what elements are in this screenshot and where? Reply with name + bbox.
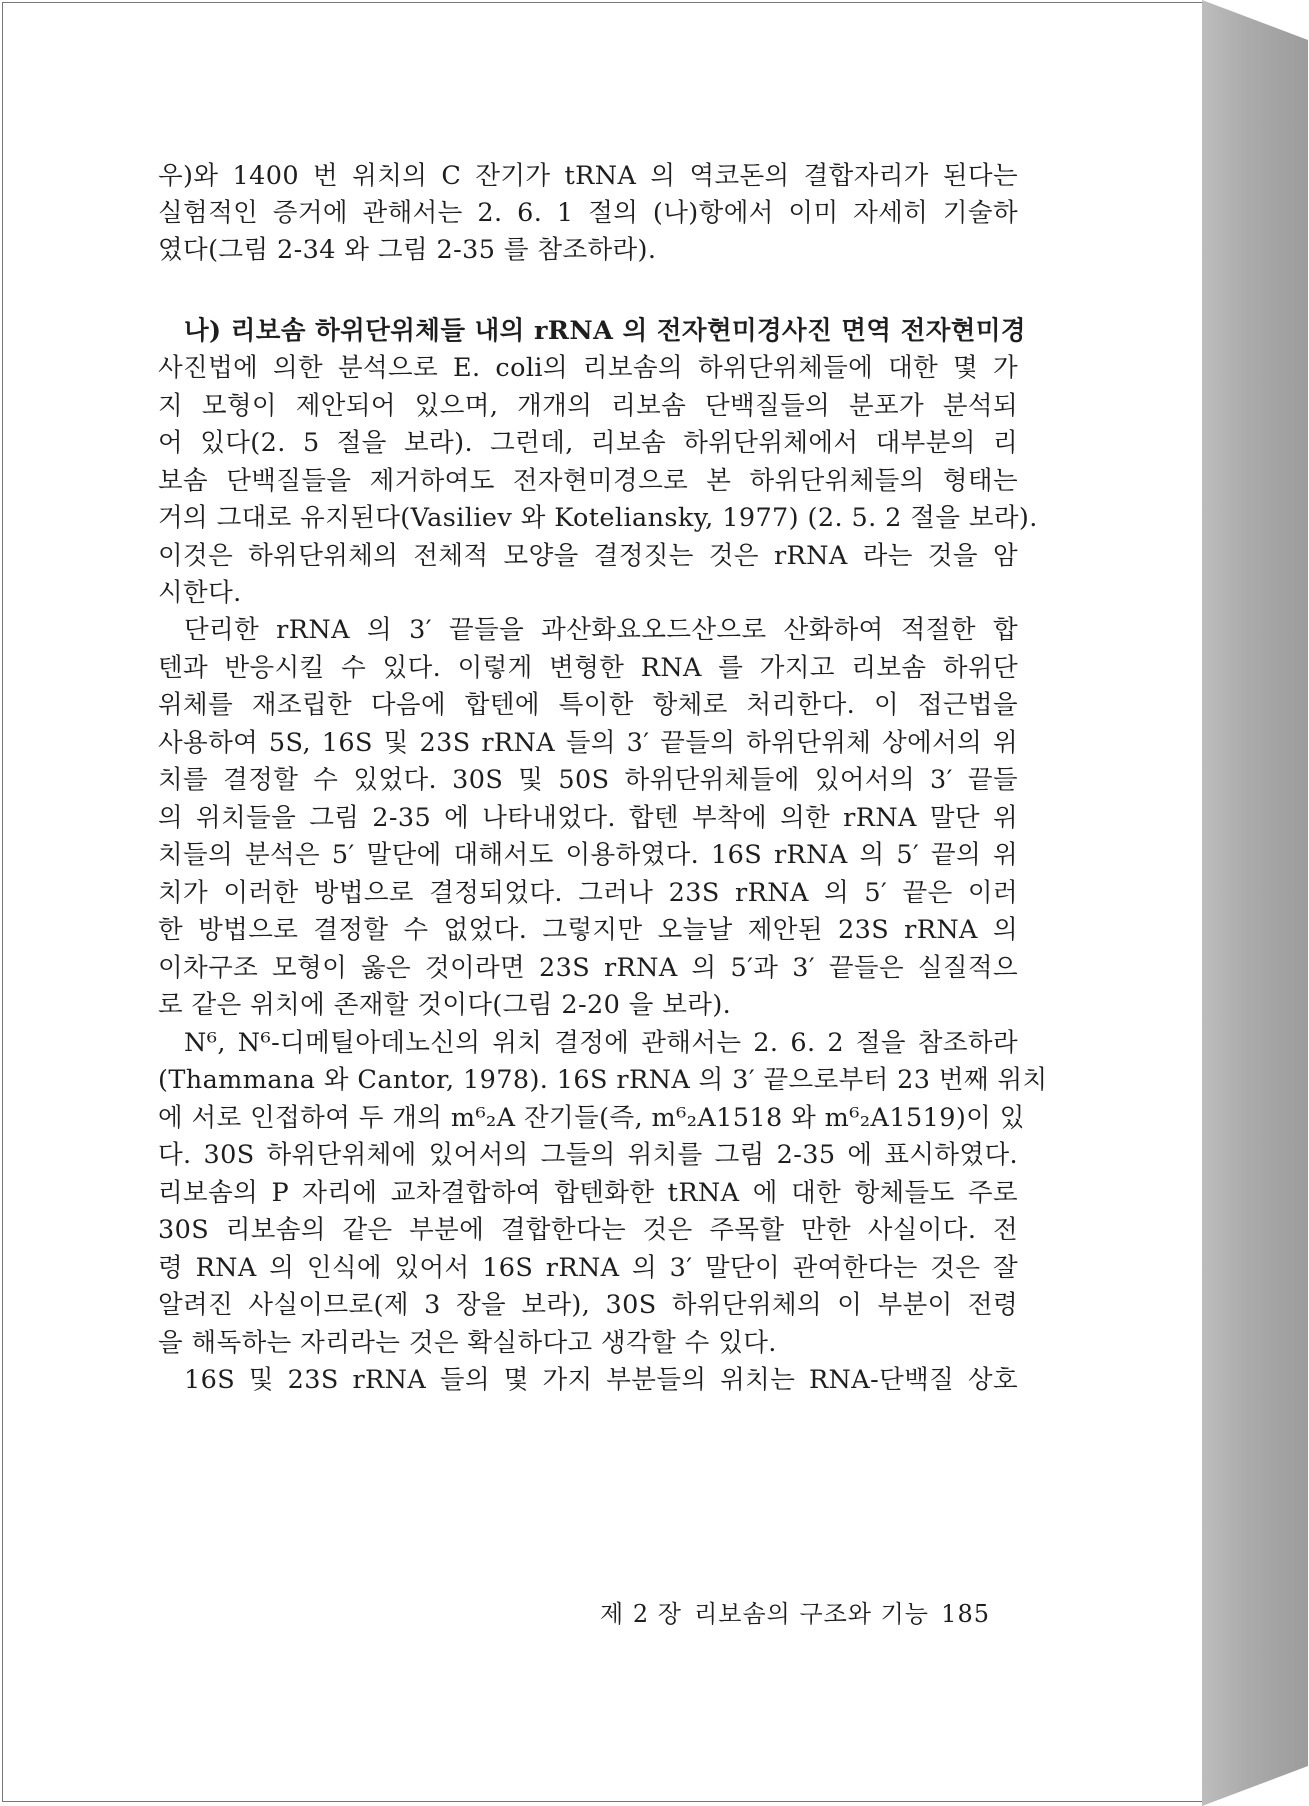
- section-heading-line: 나) 리보솜 하위단위체들 내의 rRNA 의 전자현미경사진 면역 전자현미경: [184, 316, 1026, 346]
- text-line: 에 서로 인접하여 두 개의 m⁶₂A 잔기들(즉, m⁶₂A1518 와 m⁶₂A1519)이 있: [158, 1103, 1025, 1133]
- text-line: 단리한 rRNA 의 3′ 끝들을 과산화요오드산으로 산화하여 적절한 합: [184, 615, 1018, 645]
- text-line: 텐과 반응시킬 수 있다. 이렇게 변형한 RNA 를 가지고 리보솜 하위단: [158, 653, 1018, 683]
- text-line: 이것은 하위단위체의 전체적 모양을 결정짓는 것은 rRNA 라는 것을 암: [158, 541, 1018, 571]
- text-line: 리보솜의 P 자리에 교차결합하여 합텐화한 tRNA 에 대한 항체들도 주로: [158, 1178, 1018, 1208]
- text-line: 치들의 분석은 5′ 말단에 대해서도 이용하였다. 16S rRNA 의 5′ 끝의 위: [158, 840, 1018, 870]
- text-line: 시한다.: [158, 578, 242, 608]
- text-line: 을 해독하는 자리라는 것은 확실하다고 생각할 수 있다.: [158, 1328, 777, 1358]
- text-line: 우)와 1400 번 위치의 C 잔기가 tRNA 의 역코돈의 결합자리가 된다는: [158, 161, 1018, 191]
- text-line: 어 있다(2. 5 절을 보라). 그런데, 리보솜 하위단위체에서 대부분의 리: [158, 428, 1018, 458]
- text-line: 치가 이러한 방법으로 결정되었다. 그러나 23S rRNA 의 5′ 끝은 이러: [158, 878, 1018, 908]
- page-footer: [600, 1594, 990, 1634]
- page-number: 185: [941, 1600, 990, 1628]
- text-line: 거의 그대로 유지된다(Vasiliev 와 Koteliansky, 1977) (2. 5. 2 절을 보라).: [158, 503, 1038, 533]
- text-line: 지 모형이 제안되어 있으며, 개개의 리보솜 단백질들의 분포가 분석되: [158, 391, 1018, 421]
- text-line: (Thammana 와 Cantor, 1978). 16S rRNA 의 3′ 끝으로부터 23 번째 위치: [158, 1065, 1048, 1095]
- text-line: 사진법에 의한 분석으로 E. coli의 리보솜의 하위단위체들에 대한 몇 가: [158, 353, 1018, 383]
- text-line: 다. 30S 하위단위체에 있어서의 그들의 위치를 그림 2-35 에 표시하였다.: [158, 1140, 1018, 1170]
- text-line: 한 방법으로 결정할 수 없었다. 그렇지만 오늘날 제안된 23S rRNA 의: [158, 915, 1018, 945]
- text-line: 였다(그림 2-34 와 그림 2-35 를 참조하라).: [158, 235, 657, 265]
- footer-title: 리보솜의 구조와 기능: [694, 1600, 929, 1628]
- footer-chapter: 제 2 장: [600, 1600, 682, 1628]
- text-line: 30S 리보솜의 같은 부분에 결합한다는 것은 주목할 만한 사실이다. 전: [158, 1215, 1018, 1245]
- text-line: 치를 결정할 수 있었다. 30S 및 50S 하위단위체들에 있어서의 3′ 끝들: [158, 765, 1018, 795]
- text-line: 사용하여 5S, 16S 및 23S rRNA 들의 3′ 끝들의 하위단위체 상에서의 위: [158, 728, 1018, 758]
- text-line: 16S 및 23S rRNA 들의 몇 가지 부분들의 위치는 RNA-단백질 상호: [184, 1365, 1018, 1395]
- text-line: 령 RNA 의 인식에 있어서 16S rRNA 의 3′ 말단이 관여한다는 것은 잘: [158, 1253, 1018, 1283]
- text-line: 위체를 재조립한 다음에 합텐에 특이한 항체로 처리한다. 이 접근법을: [158, 690, 1018, 720]
- text-line: 의 위치들을 그림 2-35 에 나타내었다. 합텐 부착에 의한 rRNA 말단 위: [158, 803, 1018, 833]
- text-line: N⁶, N⁶-디메틸아데노신의 위치 결정에 관해서는 2. 6. 2 절을 참조하라: [184, 1028, 1018, 1058]
- text-line: 알려진 사실이므로(제 3 장을 보라), 30S 하위단위체의 이 부분이 전령: [158, 1290, 1018, 1320]
- text-line: 로 같은 위치에 존재할 것이다(그림 2-20 을 보라).: [158, 990, 732, 1020]
- text-line: 이차구조 모형이 옳은 것이라면 23S rRNA 의 5′과 3′ 끝들은 실질적으: [158, 953, 1018, 983]
- text-line: 실험적인 증거에 관해서는 2. 6. 1 절의 (나)항에서 이미 자세히 기술하: [158, 198, 1018, 228]
- text-line: 보솜 단백질들을 제거하여도 전자현미경으로 본 하위단위체들의 형태는: [158, 466, 1018, 496]
- book-side-edge: [1202, 0, 1308, 1806]
